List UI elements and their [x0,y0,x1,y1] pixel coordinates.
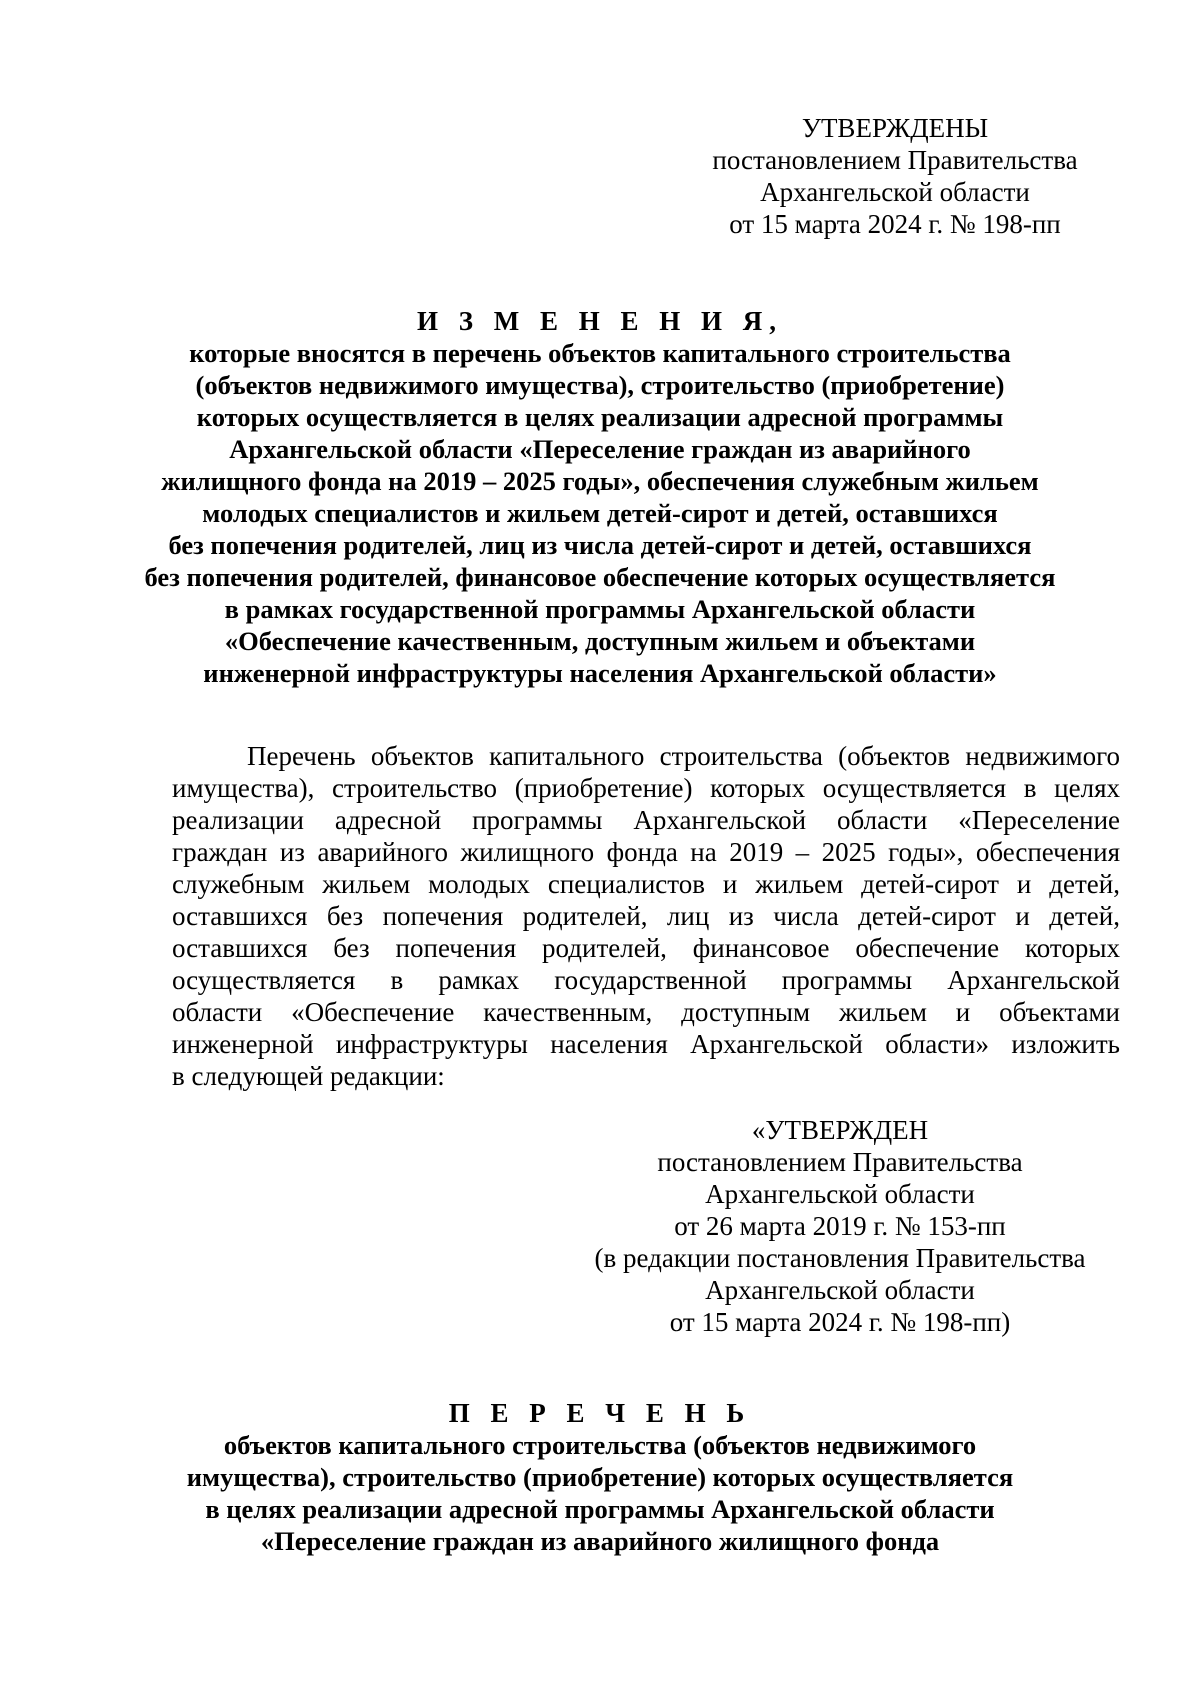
paragraph-line: в следующей редакции: [172,1061,445,1091]
approval-line: «УТВЕРЖДЕН [751,1115,929,1145]
title-line: в целях реализации адресной программы Архангельской области [205,1494,995,1524]
paragraph-line: реализации адресной программы Архангельской области «Переселение [172,805,1120,835]
changes-title [140,305,1060,689]
approval-block-top [700,112,1090,240]
title-line: которых осуществляется в целях реализации адресной программы [196,402,1004,432]
approval-line: постановлением Правительства [657,1147,1023,1177]
approval-line: Архангельской области [705,1179,975,1209]
title-line: «Переселение граждан из аварийного жилищного фонда [260,1526,940,1556]
paragraph-line: служебным жильем молодых специалистов и жильем детей-сирот и детей, [172,869,1120,899]
paragraph-line: осуществляется в рамках государственной программы Архангельской [172,965,1120,995]
body-paragraph [172,740,1120,1092]
title-line: инженерной инфраструктуры населения Архангельской области» [203,658,997,688]
approval-line: Архангельской области [760,177,1030,207]
title-line: в рамках государственной программы Архангельской области [224,594,976,624]
approval-line: от 15 марта 2024 г. № 198-пп [729,209,1061,239]
approval-line: от 26 марта 2019 г. № 153-пп [674,1211,1006,1241]
approval-line: от 15 марта 2024 г. № 198-пп) [669,1307,1011,1337]
approval-block-bottom [580,1114,1100,1338]
changes-heading: И З М Е Н Е Н И Я, [416,306,783,336]
title-line: которые вносятся в перечень объектов капитального строительства [189,338,1011,368]
title-line: «Обеспечение качественным, доступным жильем и объектами [224,626,976,656]
title-line: молодых специалистов и жильем детей-сирот и детей, оставшихся [202,498,998,528]
title-line: жилищного фонда на 2019 – 2025 годы», обеспечения служебным жильем [161,466,1039,496]
title-line: имущества), строительство (приобретение) которых осуществляется [186,1462,1014,1492]
title-line: (объектов недвижимого имущества), строительство (приобретение) [195,370,1005,400]
paragraph-line: имущества), строительство (приобретение) которых осуществляется в целях [172,773,1120,803]
paragraph-line: оставшихся без попечения родителей, финансовое обеспечение которых [172,933,1120,963]
title-line: без попечения родителей, финансовое обеспечение которых осуществляется [144,562,1056,592]
approval-line: постановлением Правительства [712,145,1078,175]
title-line: без попечения родителей, лиц из числа детей-сирот и детей, оставшихся [168,530,1032,560]
approval-line: (в редакции постановления Правительства [594,1243,1086,1273]
paragraph-line: Перечень объектов капитального строительства (объектов недвижимого [247,741,1120,771]
approval-line: УТВЕРЖДЕНЫ [801,113,989,143]
paragraph-line: области «Обеспечение качественным, доступным жильем и объектами [172,997,1120,1027]
paragraph-line: граждан из аварийного жилищного фонда на 2019 – 2025 годы», обеспечения [172,837,1120,867]
title-line: объектов капитального строительства (объектов недвижимого [223,1430,977,1460]
title-line: Архангельской области «Переселение граждан из аварийного [229,434,971,464]
paragraph-line: оставшихся без попечения родителей, лиц из числа детей-сирот и детей, [172,901,1120,931]
list-title [140,1397,1060,1557]
paragraph-line: инженерной инфраструктуры населения Архангельской области» изложить [172,1029,1120,1059]
list-heading: П Е Р Е Ч Е Н Ь [448,1398,752,1428]
approval-line: Архангельской области [705,1275,975,1305]
